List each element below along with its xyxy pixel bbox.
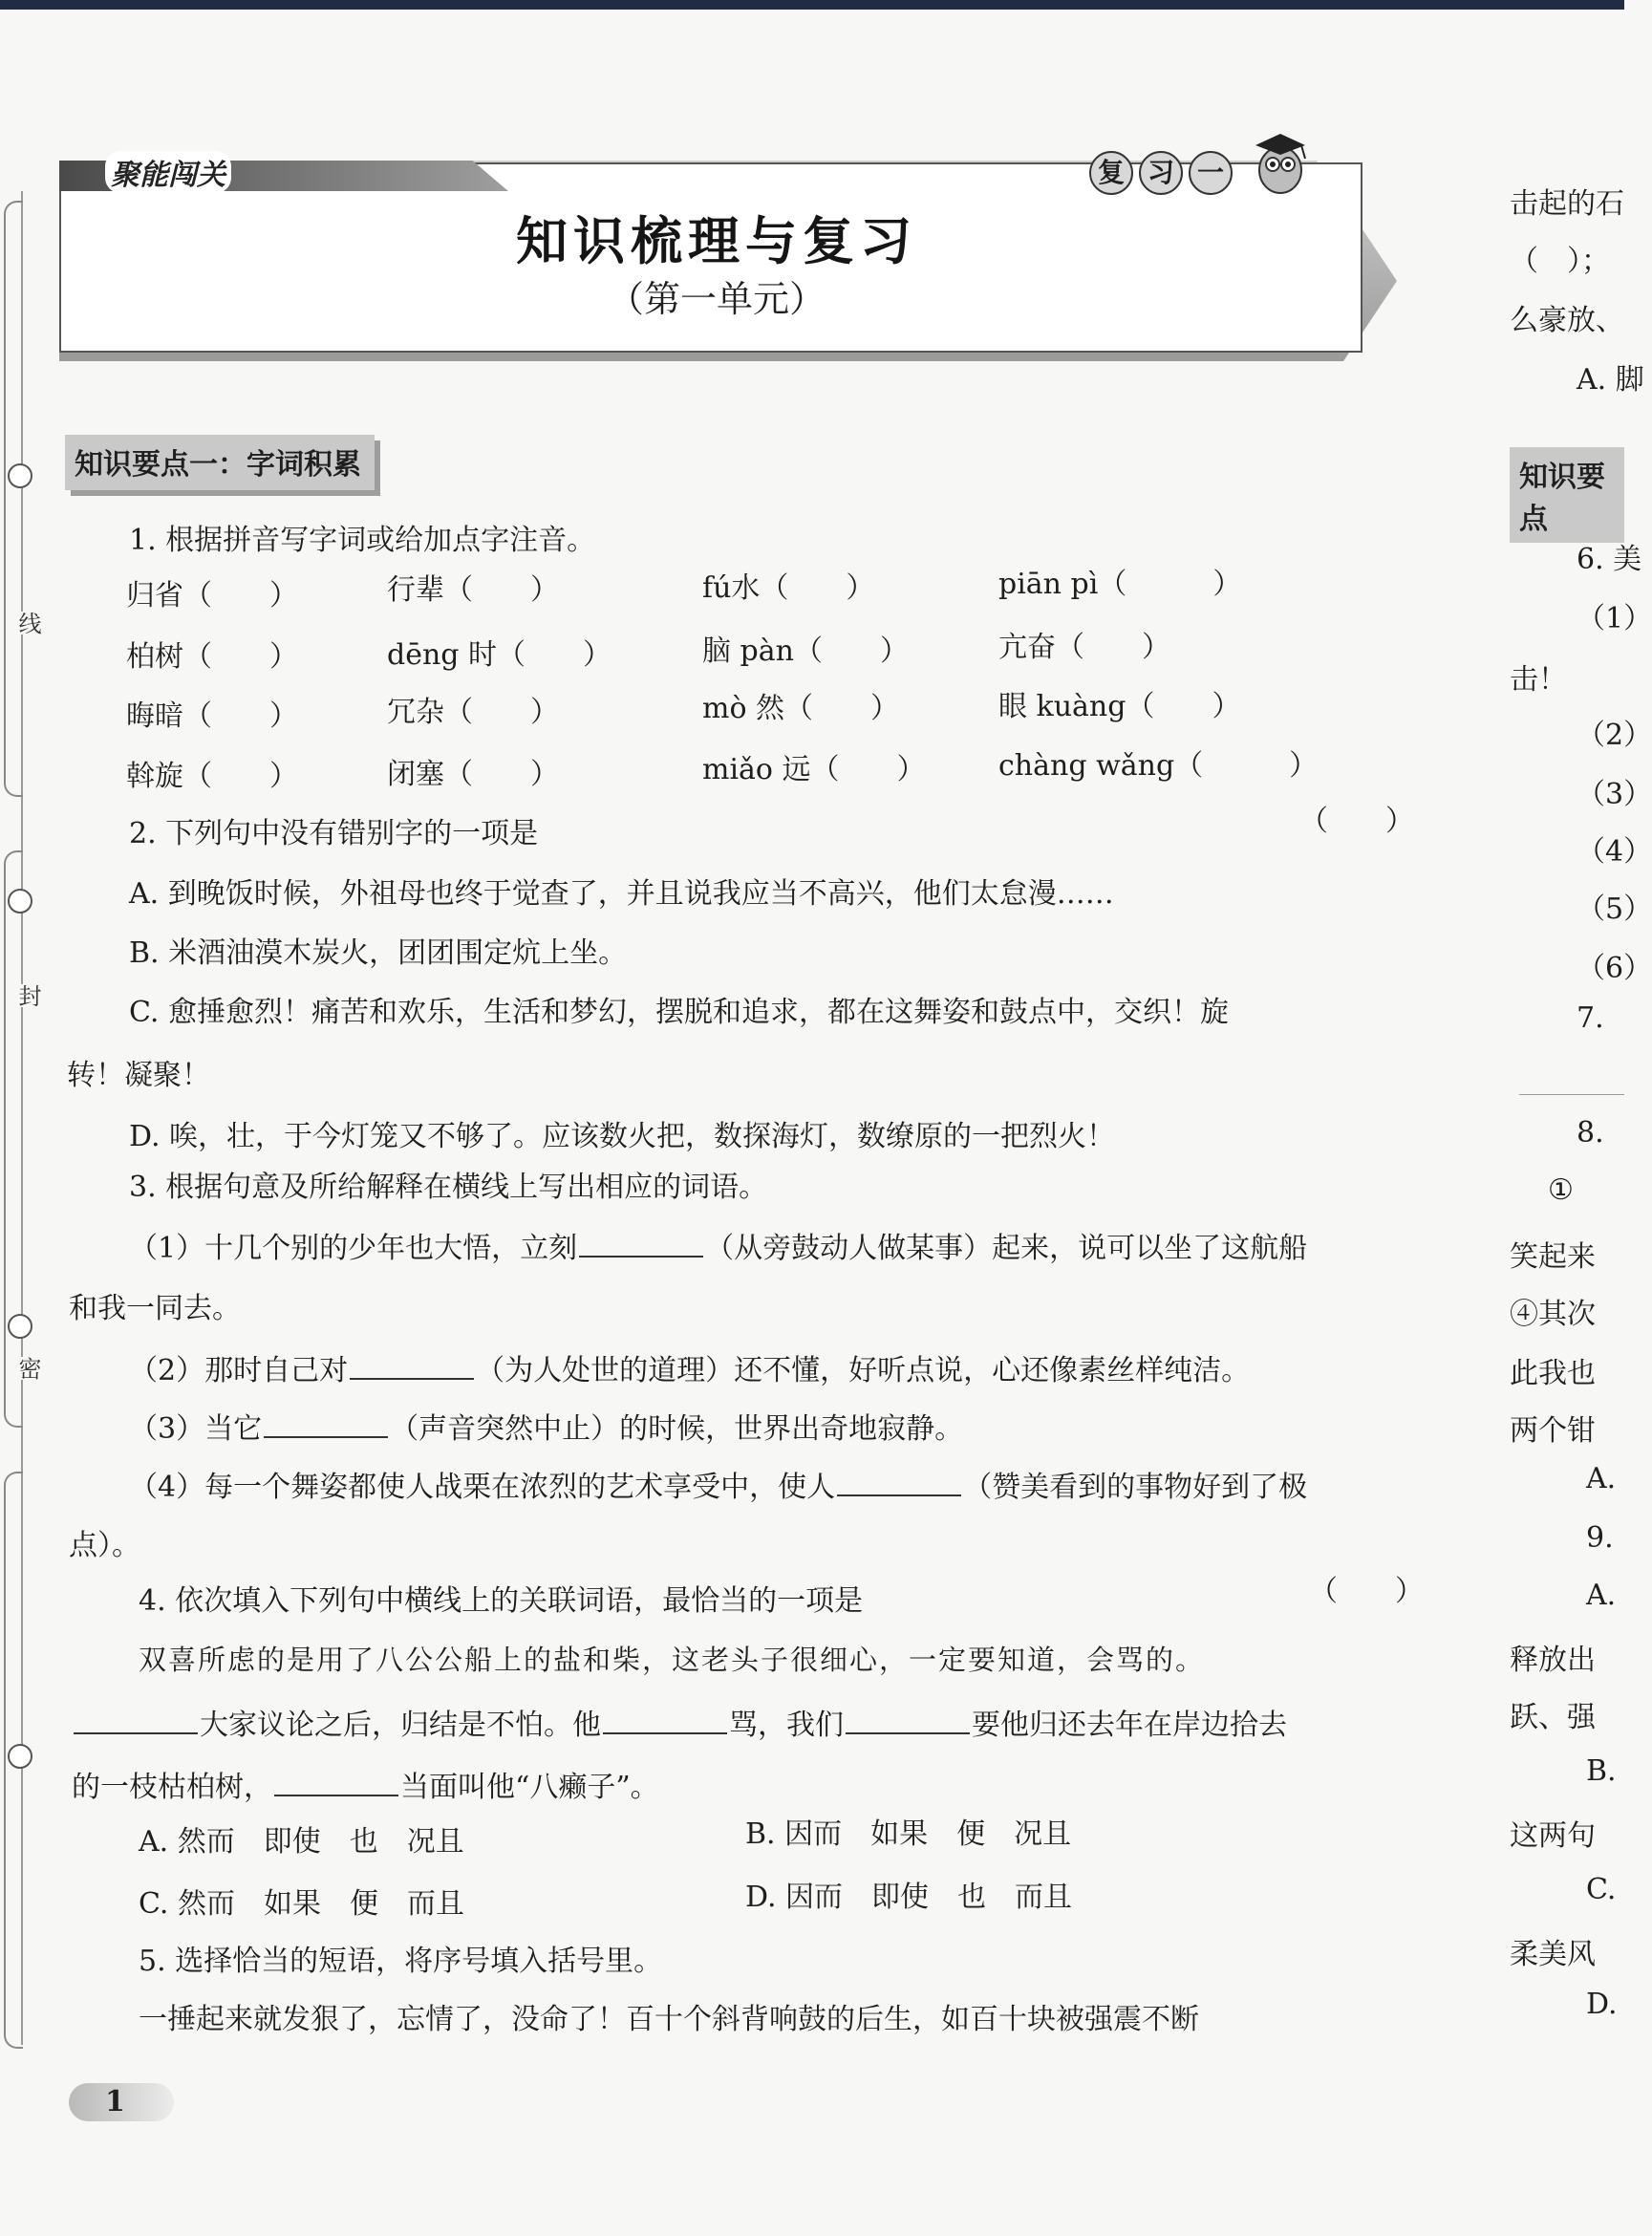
q4-text: 的一枝枯柏树， <box>72 1771 272 1804</box>
fill-blank[interactable] <box>837 1468 961 1496</box>
adjacent-text: 此我也 <box>1510 1357 1596 1390</box>
q1-item: 柏树（ ） <box>126 640 298 674</box>
adjacent-text: 两个钳 <box>1510 1414 1596 1448</box>
q3-item-4-cont: 点）。 <box>69 1529 140 1562</box>
adjacent-section-heading: 知识要点 <box>1510 447 1624 543</box>
q2-option-c-cont: 转！凝聚！ <box>67 1059 210 1092</box>
q4-text: 要他归还去年在岸边拾去 <box>972 1709 1287 1742</box>
binding-hole <box>8 889 32 914</box>
section-heading: 知识要点一：字词积累 <box>65 435 375 490</box>
q1-item: fú水（ ） <box>702 571 875 605</box>
adjacent-text: （5） <box>1577 892 1652 926</box>
q3-text: （声音突然中止）的时候，世界出奇地寂静。 <box>390 1412 964 1446</box>
adjacent-text: A. <box>1586 1462 1617 1495</box>
adjacent-text: A. 脚 <box>1577 363 1644 397</box>
q4-text: 骂，我们 <box>729 1709 844 1742</box>
adjacent-text: 释放出 <box>1510 1644 1596 1677</box>
fill-blank[interactable] <box>74 1706 198 1734</box>
q1-item: chàng wǎng（ ） <box>998 749 1319 783</box>
owl-mascot-icon <box>1242 124 1319 201</box>
q4-text: 当面叫他“八癞子”。 <box>400 1771 659 1804</box>
q4-text: 大家议论之后，归结是不怕。他 <box>200 1709 601 1742</box>
page-number: 1 <box>69 2083 174 2121</box>
q4-option-d: D. 因而 即使 也 而且 <box>745 1881 1073 1914</box>
q3-item-2 <box>129 1351 1250 1388</box>
review-badge <box>1089 151 1233 195</box>
binding-hole <box>8 1314 32 1339</box>
fill-blank[interactable] <box>846 1706 970 1734</box>
adjacent-text: 6. 美 <box>1577 543 1642 576</box>
adjacent-text: （2） <box>1577 719 1652 752</box>
binding-label-seal: 封 <box>11 984 45 1007</box>
q3-text: （为人处世的道理）还不懂，好听点说，心还像素丝样纯洁。 <box>476 1354 1251 1387</box>
fill-blank[interactable] <box>264 1409 388 1438</box>
adjacent-text: 9. <box>1586 1521 1614 1555</box>
q2-option-b: B. 米酒油漠木炭火，团团围定炕上坐。 <box>129 936 628 970</box>
fill-blank[interactable] <box>274 1768 398 1796</box>
adjacent-text: （4） <box>1577 835 1652 869</box>
q1-item: 行辈（ ） <box>387 573 559 607</box>
q4-passage-line-2 <box>72 1706 1287 1743</box>
q1-item: 脑 pàn（ ） <box>702 634 909 668</box>
q1-item: miǎo 远（ ） <box>702 753 926 786</box>
adjacent-text: （1） <box>1577 602 1652 635</box>
q4-passage-line-3 <box>72 1768 659 1805</box>
adjacent-text: 笑起来 <box>1510 1240 1596 1274</box>
binding-bracket <box>4 850 23 1428</box>
adjacent-text: C. <box>1586 1873 1617 1906</box>
binding-label-line: 线 <box>11 612 45 634</box>
badge-char: 习 <box>1139 151 1183 195</box>
q1-item: 冗杂（ ） <box>387 696 559 729</box>
q1-item: 晦暗（ ） <box>126 699 298 733</box>
adjacent-text: 柔美风 <box>1510 1938 1596 1971</box>
adjacent-text: （6） <box>1577 952 1652 985</box>
q1-item: mò 然（ ） <box>702 692 900 725</box>
binding-hole <box>8 1744 32 1769</box>
q3-text: （2）那时自己对 <box>129 1354 349 1387</box>
adjacent-text: D. <box>1586 1988 1618 2021</box>
q3-item-3 <box>129 1409 963 1447</box>
page-subtitle: （第一单元） <box>607 278 826 320</box>
q5-passage: 一捶起来就发狠了，忘情了，没命了！百十个斜背响鼓的后生，如百十块被强震不断 <box>139 2003 1199 2036</box>
q1-item: dēng 时（ ） <box>387 638 612 672</box>
top-edge-bar <box>0 0 1624 10</box>
q3-item-4 <box>129 1468 1307 1505</box>
q3-text: （4）每一个舞姿都使人战栗在浓烈的艺术享受中，使人 <box>129 1471 836 1504</box>
q4-passage: 双喜所虑的是用了八公公船上的盐和柴，这老头子很细心，一定要知道，会骂的。 <box>139 1644 1206 1676</box>
adjacent-text: 这两句 <box>1510 1819 1596 1853</box>
question-2-stem: 2. 下列句中没有错别字的一项是 <box>129 817 539 850</box>
binding-label-secret: 密 <box>11 1357 45 1380</box>
fill-blank[interactable] <box>350 1351 474 1380</box>
q2-option-d: D. 唉，壮，于今灯笼又不够了。应该数火把，数探海灯，数缭原的一把烈火！ <box>129 1120 1116 1153</box>
badge-char: 一 <box>1189 151 1233 195</box>
adjacent-text: （ ）； <box>1510 245 1610 278</box>
badge-char: 复 <box>1089 151 1133 195</box>
q3-item-1 <box>129 1229 1307 1266</box>
q2-option-a: A. 到晚饭时候，外祖母也终于觉查了，并且说我应当不高兴，他们太怠漫…… <box>129 877 1114 911</box>
question-3-stem: 3. 根据句意及所给解释在横线上写出相应的词语。 <box>129 1171 768 1204</box>
answer-paren[interactable]: （ ） <box>1299 805 1414 838</box>
question-4-stem: 4. 依次填入下列句中横线上的关联词语，最恰当的一项是 <box>139 1584 864 1618</box>
binding-bracket <box>4 201 23 797</box>
binding-hole <box>8 463 32 488</box>
q3-item-1-cont: 和我一同去。 <box>69 1292 241 1325</box>
fill-blank[interactable] <box>579 1229 703 1258</box>
question-5-stem: 5. 选择恰当的短语，将序号填入括号里。 <box>139 1945 663 1978</box>
q1-item: 闭塞（ ） <box>387 758 559 791</box>
answer-paren[interactable]: （ ） <box>1309 1575 1424 1608</box>
q1-item: 眼 kuàng（ ） <box>998 690 1241 723</box>
q3-text: （3）当它 <box>129 1412 263 1446</box>
q3-text: （1）十几个别的少年也大悟，立刻 <box>129 1232 578 1265</box>
adjacent-page-column <box>1510 0 1652 2236</box>
q1-item: 归省（ ） <box>126 579 298 613</box>
q1-item: 斡旋（ ） <box>126 760 298 793</box>
q3-text: （从旁鼓动人做某事）起来，说可以坐了这航船 <box>705 1232 1308 1265</box>
adjacent-text: ① <box>1548 1173 1574 1207</box>
brand-logo: 聚能闯关 <box>105 151 231 193</box>
q1-item: 亢奋（ ） <box>998 631 1170 664</box>
adjacent-text: A. <box>1586 1579 1617 1612</box>
adjacent-text: 8. <box>1577 1116 1604 1150</box>
adjacent-text: 击起的石 <box>1510 187 1624 221</box>
adjacent-text: 么豪放、 <box>1510 304 1624 337</box>
question-1-stem: 1. 根据拼音写字词或给加点字注音。 <box>129 524 596 557</box>
q1-item: piān pì（ ） <box>998 568 1242 601</box>
q2-option-c: C. 愈捶愈烈！痛苦和欢乐，生活和梦幻，摆脱和追求，都在这舞姿和鼓点中，交织！旋 <box>129 996 1229 1029</box>
adjacent-text: ④其次 <box>1510 1298 1596 1331</box>
adjacent-text: 7. <box>1577 1001 1604 1035</box>
q4-option-b: B. 因而 如果 便 况且 <box>745 1817 1072 1851</box>
adjacent-text: （3） <box>1577 778 1652 811</box>
adjacent-text: B. <box>1586 1754 1617 1788</box>
page-title: 知识梳理与复习 <box>516 210 917 271</box>
adjacent-text: 击！ <box>1510 663 1567 697</box>
q4-option-c: C. 然而 如果 便 而且 <box>139 1887 464 1921</box>
adjacent-rule <box>1519 1094 1624 1095</box>
q3-text: （赞美看到的事物好到了极 <box>963 1471 1308 1504</box>
fill-blank[interactable] <box>603 1706 727 1734</box>
q4-option-a: A. 然而 即使 也 况且 <box>139 1825 464 1859</box>
adjacent-text: 跃、强 <box>1510 1701 1596 1734</box>
